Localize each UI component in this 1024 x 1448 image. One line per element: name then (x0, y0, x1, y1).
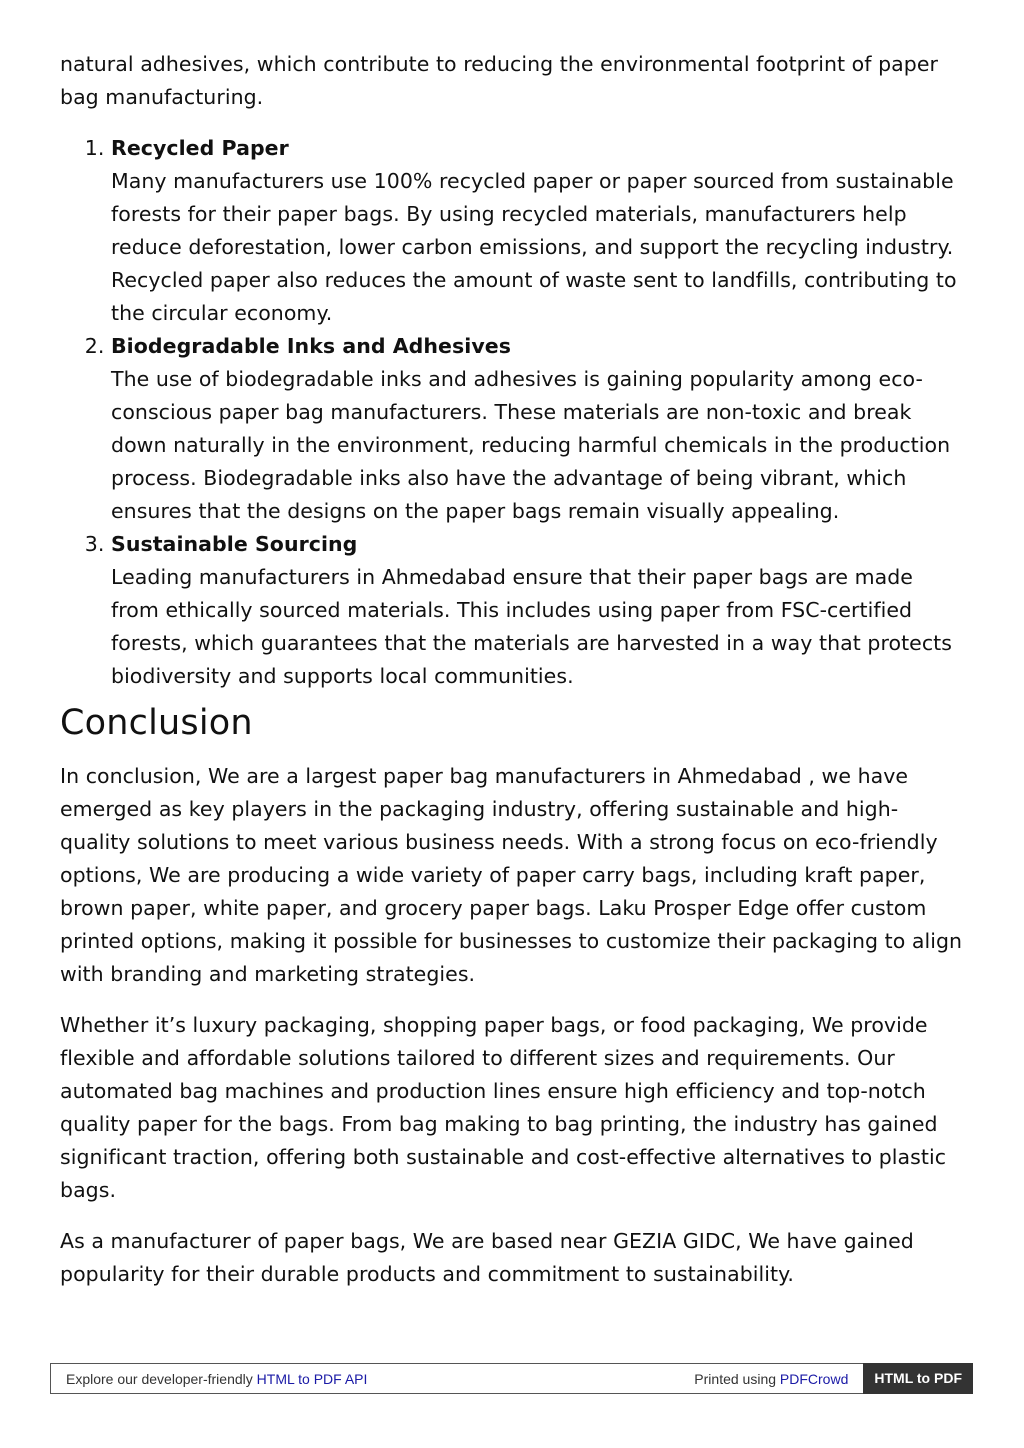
list-item (111, 132, 965, 330)
list-item-text: Many manufacturers use 100% recycled paper or paper sourced from sustainable forests for their paper bags. By using recycled materials, manufacturers help reduce deforestation, lower carbon emissions, and support the recycling industry. Recycled paper also reduces the amount of waste sent to landfills, contributing to the circular economy. (111, 169, 957, 325)
pdfcrowd-link[interactable]: PDFCrowd (779, 1370, 849, 1387)
footer-printed (694, 1371, 863, 1387)
eco-features-list (60, 132, 965, 693)
conclusion-paragraph: As a manufacturer of paper bags, We are based near GEZIA GIDC, We have gained popularity for their durable products and commitment to sustainability. (60, 1229, 914, 1286)
footer-explore-text: Explore our developer-friendly (66, 1370, 257, 1387)
list-item-title: 3. Sustainable Sourcing (111, 532, 358, 556)
html-to-pdf-api-link[interactable]: HTML to PDF API (256, 1370, 368, 1387)
list-item-title: 1. Recycled Paper (111, 136, 289, 160)
intro-paragraph: natural adhesives, which contribute to reducing the environmental footprint of paper bag manufacturing. (60, 52, 938, 109)
list-item-text: Leading manufacturers in Ahmedabad ensure that their paper bags are made from ethically sourced materials. This includes using paper from FSC-certified forests, which guarantees that the materials are harvested in a way that protects biodiversity and supports local communities. (111, 565, 952, 688)
conclusion-paragraph: In conclusion, We are a largest paper bag manufacturers in Ahmedabad , we have emerged as key players in the packaging industry, offering sustainable and high-quality solutions to meet various business needs. With a strong focus on eco-friendly options, We are producing a wide variety of paper carry bags, including kraft paper, brown paper, white paper, and grocery paper bags. Laku Prosper Edge offer custom printed options, making it possible for businesses to customize their packaging to align with branding and marketing strategies. (60, 764, 963, 986)
conclusion-heading: Conclusion (60, 703, 253, 743)
footer-printed-text: Printed using (694, 1370, 780, 1387)
conclusion-paragraph: Whether it’s luxury packaging, shopping paper bags, or food packaging, We provide flexible and affordable solutions tailored to different sizes and requirements. Our automated bag machines and production lines ensure high efficiency and top-notch quality paper for the bags. From bag making to bag printing, the industry has gained significant traction, offering both sustainable and cost-effective alternatives to plastic bags. (60, 1013, 947, 1202)
list-item (111, 528, 965, 693)
document-body (60, 48, 965, 1309)
pdfcrowd-footer-bar (50, 1363, 973, 1394)
footer-explore (51, 1371, 694, 1387)
html-to-pdf-button[interactable]: HTML to PDF (863, 1363, 973, 1394)
list-item-title: 2. Biodegradable Inks and Adhesives (111, 334, 511, 358)
list-item-text: The use of biodegradable inks and adhesives is gaining popularity among eco-conscious paper bag manufacturers. These materials are non-toxic and break down naturally in the environment, reducing harmful chemicals in the production process. Biodegradable inks also have the advantage of being vibrant, which ensures that the designs on the paper bags remain visually appealing. (111, 367, 951, 523)
list-item (111, 330, 965, 528)
